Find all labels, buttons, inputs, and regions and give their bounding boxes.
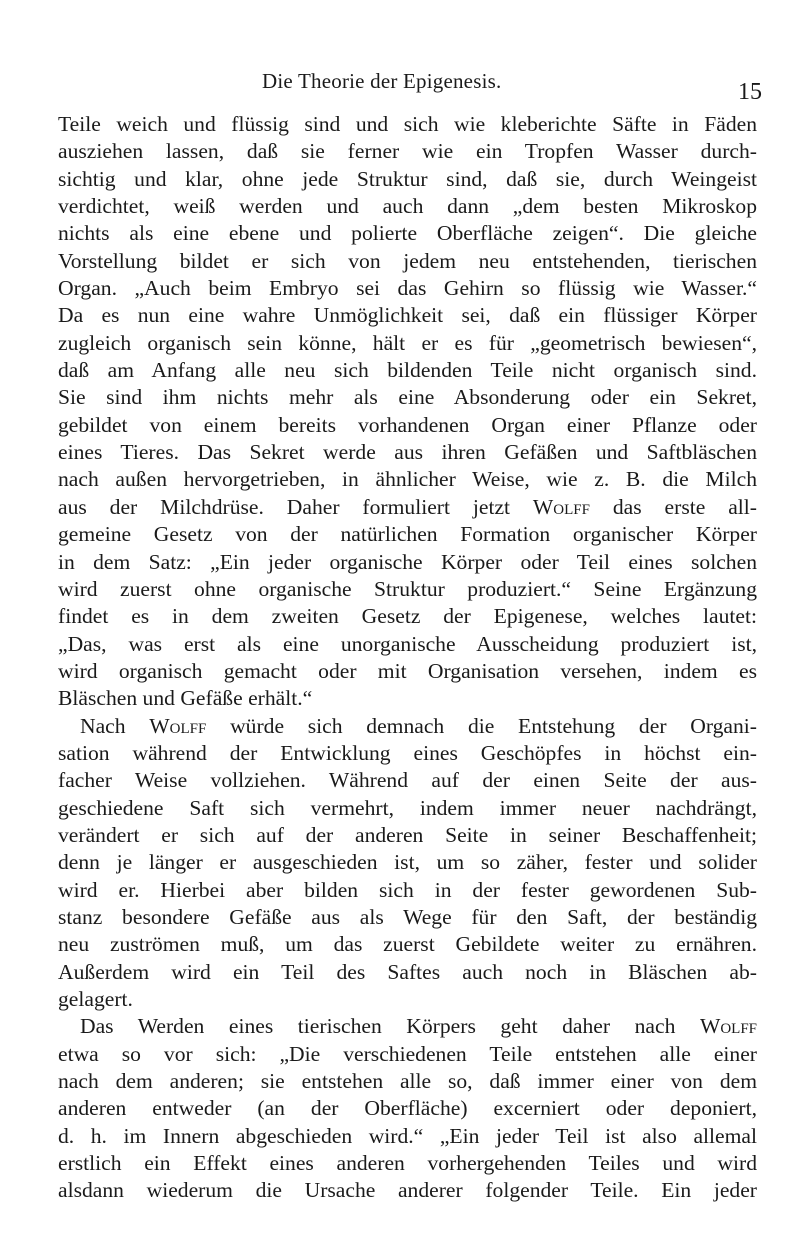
text-line: daß am Anfang alle neu sich bildenden Teile nicht organisch sind. [58, 358, 757, 383]
text-line: d. h. im Innern abgeschieden wird.“ „Ein jeder Teil ist also allemal [58, 1123, 757, 1148]
text-line: wird er. Hierbei aber bilden sich in der fester gewordenen Sub- [58, 877, 757, 902]
page-number: 15 [738, 79, 762, 105]
author-name: Wolff [532, 494, 590, 519]
text-line: in dem Satz: „Ein jeder organische Körper oder Teil eines solchen [58, 549, 757, 574]
author-name: Wolff [149, 713, 207, 738]
text-line: gebildet von einem bereits vorhandenen Organ einer Pflanze oder [58, 412, 757, 437]
text-line: Da es nun eine wahre Unmöglichkeit sei, daß ein flüssiger Körper [58, 303, 757, 328]
text-line: denn je länger er ausgeschieden ist, um so zäher, fester und solider [58, 850, 757, 875]
text-line: verdichtet, weiß werden und auch dann „dem besten Mikroskop [58, 194, 757, 219]
text-line: Vorstellung bildet er sich von jedem neu entstehenden, tierischen [58, 248, 757, 273]
text-line: Außerdem wird ein Teil des Saftes auch noch in Bläschen ab- [58, 959, 757, 984]
text-line: etwa so vor sich: „Die verschiedenen Teile entstehen alle einer [58, 1041, 757, 1066]
running-head [0, 69, 800, 105]
text-line: sichtig und klar, ohne jede Struktur sind, daß sie, durch Weingeist [58, 166, 757, 191]
text-line: zugleich organisch sein könne, hält er es für „geometrisch bewiesen“, [58, 330, 757, 355]
text-line: nach dem anderen; sie entstehen alle so, daß immer einer von dem [58, 1069, 757, 1094]
text-line: Teile weich und flüssig sind und sich wie kleberichte Säfte in Fäden [58, 112, 757, 136]
text-line: Sie sind ihm nichts mehr als eine Absonderung oder ein Sekret, [58, 385, 757, 410]
text-line: facher Weise vollziehen. Während auf der einen Seite der aus- [58, 768, 757, 793]
text-line: nach außen hervorgetrieben, in ähnlicher Weise, wie z. B. die Milch [58, 467, 757, 492]
text-line: sation während der Entwicklung eines Geschöpfes in höchst ein- [58, 740, 757, 765]
text-line: ausziehen lassen, daß sie ferner wie ein Tropfen Wasser durch- [58, 139, 757, 164]
text-line: neu zuströmen muß, um das zuerst Gebildete weiter zu ernähren. [58, 932, 757, 957]
text-line: wird zuerst ohne organische Struktur produziert.“ Seine Ergänzung [58, 576, 757, 601]
text-line: „Das, was erst als eine unorganische Ausscheidung produziert ist, [58, 631, 757, 656]
text-line: Das Werden eines tierischen Körpers geht daher nach Wolff [80, 1014, 757, 1039]
author-name: Wolff [699, 1014, 757, 1039]
text-line: alsdann wiederum die Ursache anderer folgender Teile. Ein jeder [58, 1178, 757, 1203]
text-line: erstlich ein Effekt eines anderen vorhergehenden Teiles und wird [58, 1151, 757, 1176]
text-line: wird organisch gemacht oder mit Organisation versehen, indem es [58, 658, 757, 683]
text-line: Organ. „Auch beim Embryo sei das Gehirn so flüssig wie Wasser.“ [58, 276, 757, 301]
text-line: gelagert. [58, 987, 133, 1011]
text-line: eines Tieres. Das Sekret werde aus ihren Gefäßen und Saftbläschen [58, 440, 757, 465]
text-line: anderen entweder (an der Oberfläche) excerniert oder deponiert, [58, 1096, 757, 1121]
running-title: Die Theorie der Epigenesis. [262, 69, 502, 93]
text-line: aus der Milchdrüse. Daher formuliert jetzt Wolff das erste all- [58, 494, 757, 519]
text-line: Nach Wolff würde sich demnach die Entstehung der Organi- [80, 713, 757, 738]
text-line: findet es in dem zweiten Gesetz der Epigenese, welches lautet: [58, 604, 757, 629]
text-line: gemeine Gesetz von der natürlichen Formation organischer Körper [58, 522, 757, 547]
text-line: nichts als eine ebene und polierte Oberfläche zeigen“. Die gleiche [58, 221, 757, 246]
text-line: Bläschen und Gefäße erhält.“ [58, 686, 313, 711]
body-text [58, 111, 757, 1205]
text-line: stanz besondere Gefäße aus als Wege für den Saft, der beständig [58, 904, 757, 929]
text-line: geschiedene Saft sich vermehrt, indem immer neuer nachdrängt, [58, 795, 757, 820]
text-line: verändert er sich auf der anderen Seite in seiner Beschaffenheit; [58, 822, 757, 847]
